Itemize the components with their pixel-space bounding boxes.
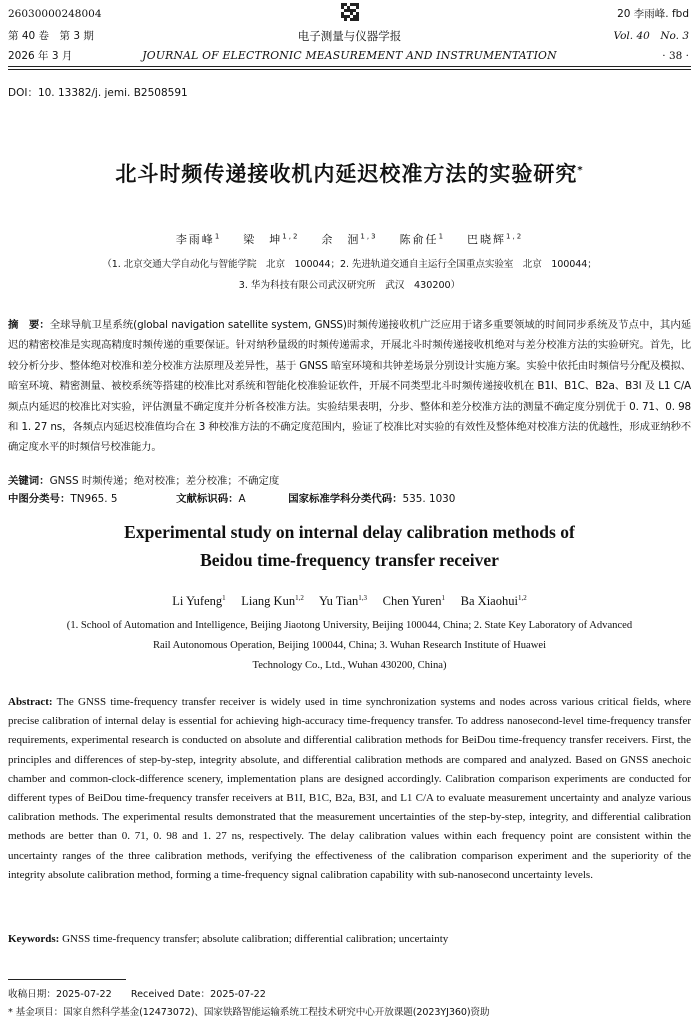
abstract-cn [8,315,691,458]
doi: DOI：10. 13382/j. jemi. B2508591 [8,87,188,99]
received-date: 收稿日期：2025-07-22 Received Date：2025-07-22 [8,989,266,1000]
affiliation-en-line2: Rail Autonomous Operation, Beijing 100044, China; 3. Wuhan Research Institute of Huawei [152,640,547,651]
affiliation-en-line3: Technology Co., Ltd., Wuhan 430200, China) [252,660,447,671]
subject-code-value: 535. 1030 [402,493,456,505]
volume-issue-cn: 第 40 卷 第 3 期 [8,30,94,42]
footnote-rule [8,979,126,980]
author-cn: 巴晓辉$^{1,2}$ [467,232,524,246]
classification-line [8,490,691,505]
fund-note: * 基金项目：国家自然科学基金(12473072)、国家铁路智能运输系统工程技术研究中心开放课题(2023YJ360)资助 [8,1007,490,1018]
affiliation-cn-line2: 3. 华为科技有限公司武汉研究所 武汉 430200） [238,280,461,291]
header-rule [8,66,691,67]
affiliation-en-line1: (1. School of Automation and Intelligence, Beijing Jiaotong University, Beijing 100044, China; 2. State Key Laboratory of Advanced [66,620,633,631]
author-en: Chen Yuren$^1$ [382,593,446,608]
abstract-cn-text: 全球导航卫星系统(global navigation satellite system, GNSS)时频传递接收机广泛应用于诸多重要领域的时间同步系统及节点中，其内延迟的精密校准是实现高精度时频传递的重要保证。针对纳秒量级的时频传递需求，开展北斗时频传递接收机绝对与差分校准方法的实验研究。首先，比较分析分步、整体绝对校准和差分校准方法原理及差异性，基于 GNSS 暗室环境和共钟差场景分别设计实施方案。实验中依托由时频信号分配及模拟、暗室环境、精密测量、被校系统等搭建的校准比对系统和智能化校准验证软件，开展不同类型北斗时频传递接收机在 B1I、B1C、B2a、B3I 及 L1 C/A 频点内延迟的校准比对实验，评估测量不确定度并分析各校准方法。实验结果表明，分步、整体和差分校准方法的测量不确定度分别优于 0. 71、0. 98 和 1. 27 ns，各频点内延迟校准值均合在 3 种校准方法的不确定度范围内，验证了校准比对实验的有效性及整体绝对校准方法的优越性，形成亚纳秒不确定度水平的时频信号校准能力。 [8,319,691,454]
authors-cn [0,231,699,247]
title-en-line1: Experimental study on internal delay calibration methods of [124,522,575,542]
title-footnote-mark: * [577,165,584,176]
affiliation-cn-line1: （1. 北京交通大学自动化与智能学院 北京 100044；2. 先进轨道交通自主运行全国重点实验室 北京 100044； [102,259,597,270]
doc-code-value: A [238,493,246,505]
abstract-en-label: Abstract: [8,696,53,708]
author-cn: 陈俞任$^1$ [399,232,446,246]
abstract-en-text: The GNSS time-frequency transfer receiver is widely used in time synchronization systems and nodes across various critical fields, where precise calibration of internal delay is essential for achieving high-accuracy time-frequency transfer. To address nanosecond-level time-frequency transfer requirements, experimental research is conducted on absolute and differential calibration methods for BeiDou time-frequency transfer receivers. First, the principles and differences of step-by-step, integrity absolute, and differential calibration methods are compared and analyzed. Based on GNSS anechoic chamber and common-clock-difference scenery, implementation plans are designed accordingly. Calibration comparison experiments are conducted for different types of BeiDou time-frequency transfer receivers at B1I, B1C, B2a, B3I, and L1 C/A to evaluate measurement uncertainty and analyze various calibration methods. The experimental results demonstrated that the measurement uncertainties of the step-by-step, integrity, and differential calibration methods are better than 0. 71, 0. 98 and 1. 27 ns, respectively. The delay calibration values within each frequency point are consistent within the uncertainty ranges of the three calibration methods, verifying the effectiveness of the calibration comparison experiment and the superiority of the integrity absolute calibration method, forming a time-frequency signal calibration capability with sub-nanosecond uncertainty levels. [8,696,691,881]
page-number: · 38 · [662,50,689,62]
author-cn: 李雨峰$^1$ [175,232,222,246]
qr-code-icon [341,3,359,21]
author-en: Li Yufeng$^1$ [172,593,226,608]
clc-value: TN965. 5 [70,493,118,505]
document-code: 26030000248004 [8,8,102,20]
journal-name-en: JOURNAL OF ELECTRONIC MEASUREMENT AND INSTRUMENTATION [142,49,557,62]
file-name: 20 李雨峰. fbd [617,8,689,20]
authors-en [0,594,699,609]
title-cn-text: 北斗时频传递接收机内延迟校准方法的实验研究 [115,162,578,186]
author-en: Ba Xiaohui$^{1,2}$ [460,593,527,608]
header-rule-double [8,69,691,70]
volume-issue-en: Vol. 40 No. 3 [613,30,689,42]
keywords-cn: 关键词：GNSS 时频传递；绝对校准；差分校准；不确定度 [8,475,280,487]
abstract-cn-label: 摘 要： [8,319,50,331]
author-cn: 余 洄$^{1,3}$ [321,232,378,246]
author-en: Yu Tian$^{1,3}$ [319,593,368,608]
author-cn: 梁 坤$^{1,2}$ [243,232,300,246]
subject-code-label: 国家标准学科分类代码： [288,493,403,505]
author-en: Liang Kun$^{1,2}$ [241,593,304,608]
keywords-en: Keywords: GNSS time-frequency transfer; absolute calibration; differential calibration; uncertainty [8,933,449,945]
title-cn [0,158,699,188]
title-en-line2: Beidou time-frequency transfer receiver [200,550,499,570]
clc-label: 中图分类号： [8,493,71,505]
abstract-en [8,693,691,885]
journal-name-cn: 电子测量与仪器学报 [297,29,402,43]
doc-code-label: 文献标识码： [176,493,239,505]
date-cn: 2026 年 3 月 [8,50,73,62]
